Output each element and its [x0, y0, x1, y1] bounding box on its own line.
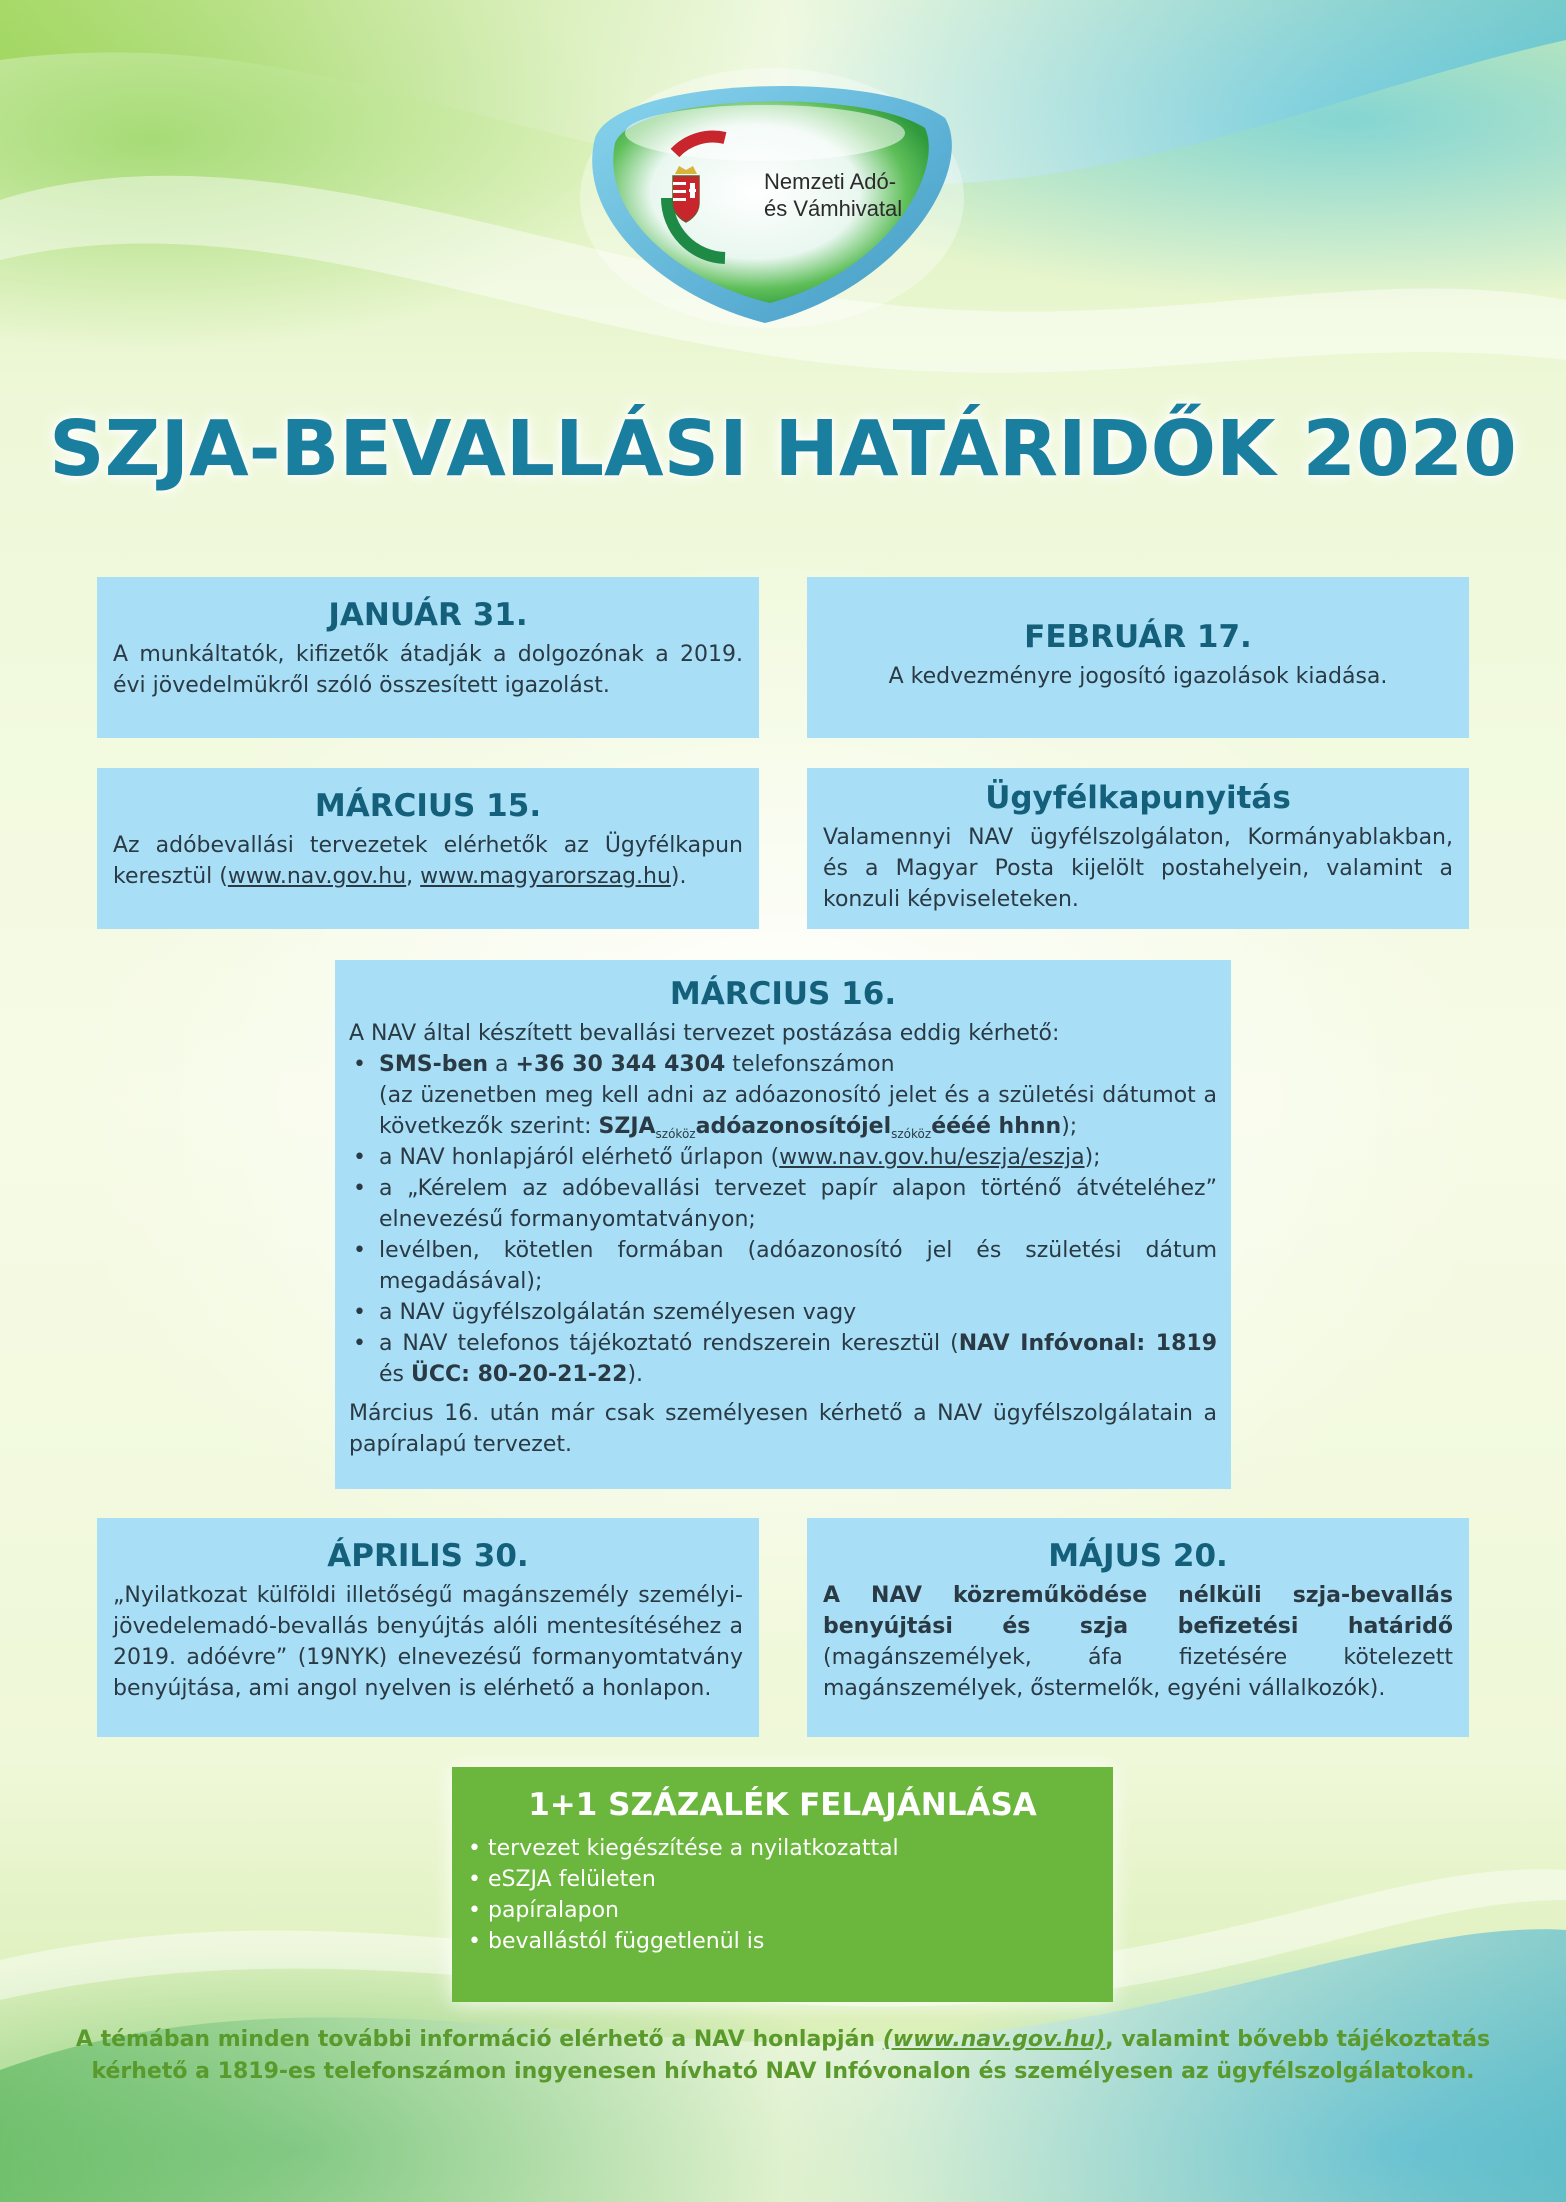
march16-closing: Március 16. után már csak személyesen kérhető a NAV ügyfélszolgálatain a papíralapú tervezet. — [349, 1401, 1217, 1457]
box-april — [97, 1518, 759, 1737]
logo-line1: Nemzeti Adó- — [764, 169, 897, 194]
april-text: „Nyilatkozat külföldi illetőségű magánszemély személyi-jövedelemadó-bevallás benyújtás alóli mentesítéséhez a 2019. adóévre” (19NYK) elnevezésű formanyomtatvány benyújtása, ami angol nyelven is elérhető a honlapon. — [113, 1583, 743, 1701]
list-item-letter: • levélben, kötetlen formában (adóazonosító jel és születési dátum megadásával); — [349, 1235, 1217, 1297]
ugyfelkapu-heading: Ügyfélkapunyitás — [985, 780, 1291, 816]
january-heading: JANUÁR 31. — [328, 597, 528, 633]
box-january — [97, 577, 759, 738]
offer-list — [468, 1833, 1097, 1957]
april-heading: ÁPRILIS 30. — [327, 1538, 529, 1574]
list-item-personal: • a NAV ügyfélszolgálatán személyesen vagy — [349, 1297, 1217, 1328]
nav-logo-text — [764, 168, 902, 222]
list-item: • eSZJA felületen — [468, 1864, 1097, 1895]
list-item: • papíralapon — [468, 1895, 1097, 1926]
footer-link[interactable]: (www.nav.gov.hu) — [882, 2027, 1106, 2052]
list-item-phone: • a NAV telefonos tájékoztató rendszerein keresztül (NAV Infóvonal: 1819 és ÜCC: 80-20-21-22). — [349, 1328, 1217, 1390]
link-eszja[interactable]: www.nav.gov.hu/eszja/eszja — [779, 1145, 1085, 1170]
box-ugyfelkapu — [807, 768, 1469, 929]
may-text: A NAV közreműködése nélküli szja-bevallás benyújtási és szja befizetési határidő (magánszemélyek, áfa fizetésére kötelezett magánszemélyek, őstermelők, egyéni vállalkozók). — [823, 1583, 1453, 1701]
list-item: • bevallástól függetlenül is — [468, 1926, 1097, 1957]
link-magyarorszag[interactable]: www.magyarorszag.hu — [420, 864, 671, 889]
march16-heading: MÁRCIUS 16. — [669, 976, 897, 1012]
list-item-form: • a „Kérelem az adóbevallási tervezet papír alapon történő átvételéhez” elnevezésű formanyomtatványon; — [349, 1173, 1217, 1235]
list-item-sms: • SMS-ben a +36 30 344 4304 telefonszámon (az üzenetben meg kell adni az adóazonosító jelet és a születési dátumot a következők szerint: $SZJA_{szóköz}adóazonosítójel_{szóköz}éééé$ hhnn); — [349, 1049, 1217, 1142]
box-may — [807, 1518, 1469, 1737]
logo-line2: és Vámhivatal — [764, 196, 903, 221]
january-text: A munkáltatók, kifizetők átadják a dolgozónak a 2019. évi jövedelmükről szóló összesített igazolást. — [113, 642, 743, 698]
link-nav[interactable]: www.nav.gov.hu — [227, 864, 407, 889]
page-title: SZJA-BEVALLÁSI HATÁRIDŐK 2020 — [49, 405, 1517, 494]
may-heading: MÁJUS 20. — [1048, 1538, 1228, 1574]
box-offer — [452, 1767, 1113, 2002]
march15-text: Az adóbevallási tervezetek elérhetők az Ügyfélkapun keresztül (www.nav.gov.hu, www.magyarorszag.hu). — [113, 833, 743, 889]
list-item: • tervezet kiegészítése a nyilatkozattal — [468, 1833, 1097, 1864]
february-heading: FEBRUÁR 17. — [1024, 619, 1252, 655]
february-text: A kedvezményre jogosító igazolások kiadása. — [888, 664, 1388, 689]
march16-intro: A NAV által készített bevallási tervezet postázása eddig kérhető: — [349, 1021, 1060, 1046]
march16-list — [349, 1049, 1217, 1390]
footer-note: A témában minden további információ elérhető a NAV honlapján (www.nav.gov.hu), valamint bővebb tájékoztatás kérhető a 1819-es telefonszámon ingyenesen hívható NAV Infóvonalon és személyesen az ügyfélszolgálatokon. — [75, 2027, 1491, 2084]
list-item-web: • a NAV honlapjáról elérhető űrlapon (www.nav.gov.hu/eszja/eszja); — [349, 1142, 1217, 1173]
ugyfelkapu-text: Valamennyi NAV ügyfélszolgálaton, Kormányablakban, és a Magyar Posta kijelölt postahelyein, valamint a konzuli képviseleteken. — [823, 825, 1453, 912]
offer-heading: 1+1 SZÁZALÉK FELAJÁNLÁSA — [528, 1787, 1037, 1823]
box-february — [807, 577, 1469, 738]
march15-heading: MÁRCIUS 15. — [314, 788, 542, 824]
box-march-16 — [335, 960, 1231, 1489]
box-march-15 — [97, 768, 759, 929]
